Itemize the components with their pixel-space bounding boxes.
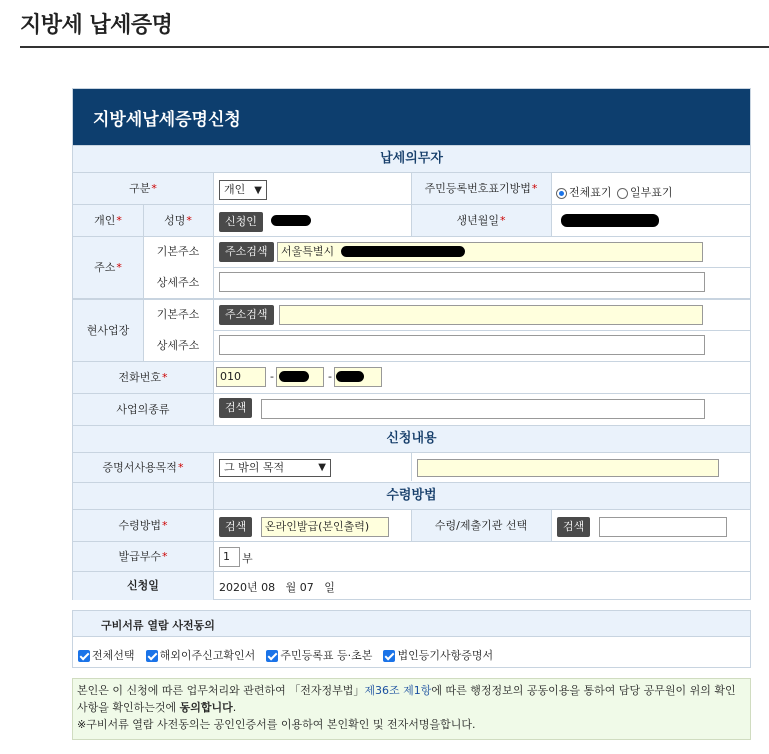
purpose-detail-input[interactable] — [417, 459, 719, 477]
business-type-input[interactable] — [261, 399, 705, 419]
consent-item-label: 법인등기사항증명서 — [397, 649, 494, 662]
required-mark: * — [186, 214, 192, 227]
detail-address-label: 상세주소 — [156, 276, 200, 289]
required-mark: * — [162, 371, 168, 384]
detail-address-input[interactable] — [219, 272, 705, 292]
copies-label — [73, 542, 213, 571]
birth-redaction — [561, 214, 659, 227]
name-label — [143, 205, 213, 236]
notice-text: 사항을 확인하는것에 — [77, 701, 180, 714]
address-redaction — [341, 246, 465, 257]
division-label — [73, 173, 213, 204]
purpose-label — [73, 453, 213, 482]
receive-method-input[interactable]: 온라인발급(본인출력) — [261, 517, 389, 537]
required-mark: * — [531, 182, 538, 195]
form-header: 지방세납세증명신청 — [73, 89, 750, 145]
rrn-partial-label: 일부표기 — [630, 186, 673, 199]
notice-line-3: ※구비서류 열람 사전동의는 공인인증서를 이용하여 본인확인 및 전자서명을합니다. — [77, 718, 476, 731]
section-receive: 수령방법 — [73, 482, 750, 510]
copies-input[interactable]: 1 — [219, 547, 240, 567]
chevron-down-icon: ▼ — [254, 185, 262, 196]
rrn-full-label: 전체표기 — [569, 186, 612, 199]
copies-unit: 부 — [242, 552, 253, 565]
rrn-method-label — [411, 173, 551, 204]
business-detail-address-label: 상세주소 — [156, 339, 200, 352]
required-mark: * — [116, 214, 122, 227]
copies-label-text: 발급부수 — [118, 550, 161, 563]
purpose-select[interactable] — [219, 459, 331, 477]
row-divider — [213, 330, 750, 331]
business-address-search-button[interactable]: 주소검색 — [219, 305, 274, 325]
receive-method-search-button[interactable]: 검색 — [219, 517, 252, 537]
name-redaction — [271, 215, 311, 226]
receive-method-label — [73, 510, 213, 541]
chevron-down-icon: ▼ — [318, 462, 326, 473]
notice-text: . — [232, 701, 237, 714]
phone-part1-input[interactable]: 010 — [216, 367, 266, 387]
notice-text: 에 따른 행정정보의 공동이용을 통하여 담당 공무원이 위의 확인 — [431, 684, 736, 697]
consent-notice — [72, 678, 751, 740]
phone-part3-redaction — [336, 371, 364, 382]
section-taxpayer: 납세의무자 — [73, 145, 750, 173]
business-basic-address-input[interactable] — [279, 305, 703, 325]
consent-select-all[interactable] — [78, 647, 135, 663]
required-mark: * — [151, 182, 157, 195]
column-divider — [551, 510, 552, 541]
checkbox-checked-icon[interactable] — [266, 650, 278, 662]
consent-item-label: 주민등록표 등·초본 — [280, 649, 373, 662]
purpose-select-value: 그 밖의 목적 — [224, 461, 285, 474]
phone-dash: - — [270, 370, 274, 383]
document-consent-box — [72, 610, 751, 668]
basic-address-label: 기본주소 — [156, 245, 200, 258]
column-divider — [411, 510, 412, 541]
address-search-button[interactable]: 주소검색 — [219, 242, 274, 262]
division-select-value: 개인 — [224, 183, 246, 196]
column-divider — [213, 173, 214, 425]
required-mark: * — [500, 214, 506, 227]
phone-label — [73, 362, 213, 393]
applicant-button[interactable]: 신청인 — [219, 212, 263, 232]
business-type-label: 사업의종류 — [73, 394, 213, 425]
consent-corporate-registry[interactable] — [383, 647, 493, 663]
section-request: 신청내용 — [73, 425, 750, 453]
row-divider — [213, 267, 750, 268]
apply-date-value: 2020년 08 월 07 일 — [219, 581, 335, 594]
rrn-full-radio[interactable] — [556, 188, 567, 199]
rrn-partial-radio[interactable] — [617, 188, 628, 199]
phone-part2-redaction — [279, 371, 309, 382]
rrn-method-label-text: 주민등록번호표기방법 — [424, 182, 531, 195]
individual-label — [73, 205, 143, 236]
required-mark: * — [116, 261, 122, 274]
rrn-radio-group — [556, 184, 673, 200]
individual-label-text: 개인 — [94, 214, 116, 227]
required-mark: * — [177, 461, 184, 474]
business-type-search-button[interactable]: 검색 — [219, 398, 252, 418]
checkbox-checked-icon[interactable] — [146, 650, 158, 662]
column-divider — [411, 453, 412, 481]
notice-agree-text: 동의합니다 — [179, 701, 233, 714]
tax-certificate-form — [72, 88, 751, 600]
notice-line-1 — [77, 682, 746, 699]
apply-date-label: 신청일 — [73, 572, 213, 600]
name-label-text: 성명 — [164, 214, 186, 227]
consent-checkbox-group — [73, 637, 750, 663]
required-mark: * — [162, 519, 168, 532]
birth-label — [411, 205, 551, 236]
column-divider — [143, 205, 144, 361]
business-label: 현사업장 — [73, 300, 143, 361]
phone-label-text: 전화번호 — [118, 371, 161, 384]
consent-item-label: 전체선택 — [92, 649, 135, 662]
phone-dash: - — [328, 370, 332, 383]
law-article-link[interactable]: 제36조 제1항 — [364, 684, 432, 697]
receive-org-input[interactable] — [599, 517, 727, 537]
checkbox-checked-icon[interactable] — [78, 650, 90, 662]
consent-emigration-report[interactable] — [146, 647, 256, 663]
address-value: 서울특별시 — [281, 245, 335, 258]
required-mark: * — [162, 550, 168, 563]
page-title: 지방세 납세증명 — [20, 13, 173, 38]
checkbox-checked-icon[interactable] — [383, 650, 395, 662]
consent-title: 구비서류 열람 사전동의 — [73, 611, 750, 637]
notice-line-2 — [77, 699, 746, 716]
business-basic-address-label: 기본주소 — [156, 308, 200, 321]
receive-org-search-button[interactable]: 검색 — [557, 517, 590, 537]
title-divider — [20, 46, 769, 48]
address-label — [73, 237, 143, 298]
business-detail-address-input[interactable] — [219, 335, 705, 355]
address-label-text: 주소 — [94, 261, 116, 274]
receive-method-label-text: 수령방법 — [118, 519, 161, 532]
consent-resident-registration[interactable] — [266, 647, 372, 663]
column-divider — [213, 453, 214, 600]
consent-item-label: 해외이주신고확인서 — [159, 649, 256, 662]
column-divider — [411, 173, 412, 236]
notice-text: 본인은 이 신청에 따른 업무처리와 관련하여 「전자정부법」 — [77, 684, 365, 697]
division-select[interactable] — [219, 180, 267, 200]
receive-org-label: 수령/제출기관 선택 — [411, 510, 551, 541]
column-divider — [551, 173, 552, 236]
birth-label-text: 생년월일 — [456, 214, 499, 227]
purpose-label-text: 증명서사용목적 — [102, 461, 177, 474]
division-label-text: 구분 — [129, 182, 151, 195]
